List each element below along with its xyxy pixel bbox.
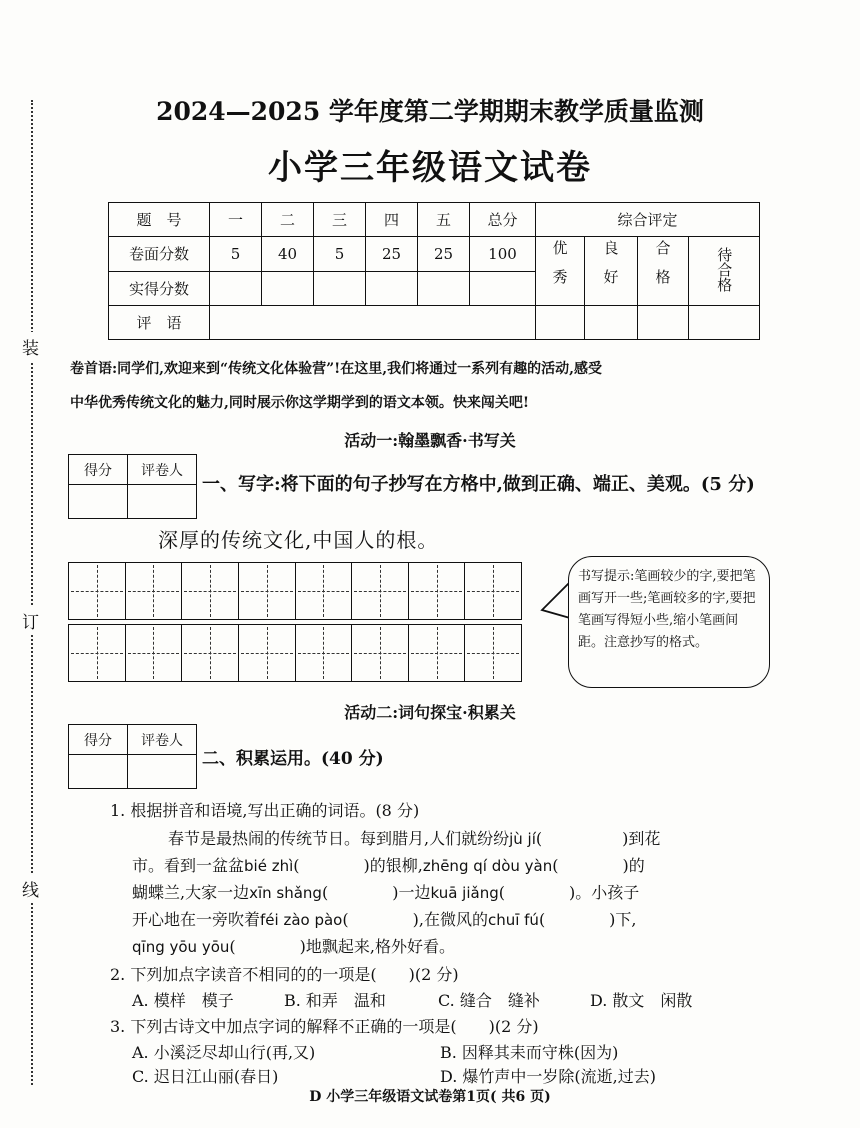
full-score-4: 25	[366, 237, 418, 271]
q2-option-b[interactable]: B. 和弄 温和	[284, 991, 386, 1010]
rating-good[interactable]: 良好	[585, 237, 638, 306]
activity1-grader-box	[68, 454, 197, 519]
writing-tip-text: 书写提示:笔画较少的字,要把笔画写开一些;笔画较多的字,要把笔画写得短小些,缩小笔画间距。注意抄写的格式。	[578, 569, 756, 650]
pinyin-ju-ji: jù jí	[509, 830, 536, 848]
q2-option-c[interactable]: C. 缝合 缝补	[438, 991, 540, 1010]
comment-field[interactable]	[210, 305, 536, 339]
activity2-heading: 活动二:词句探宝·积累关	[344, 703, 516, 722]
intro-line-1: 卷首语:同学们,欢迎来到“传统文化体验营”!在这里,我们将通过一系列有趣的活动,感受	[70, 361, 603, 377]
answer-blank-6[interactable]: ( ),在微风的	[342, 910, 488, 929]
binding-dotted-line	[31, 100, 33, 1085]
q3-option-a[interactable]: A. 小溪泛尽却山行(再,又)	[132, 1043, 316, 1062]
earned-score-2[interactable]	[262, 271, 314, 305]
earned-score-total[interactable]	[470, 271, 536, 305]
binding-label-zhuang: 装	[22, 332, 39, 361]
exam-subtitle: 小学三年级语文试卷	[268, 148, 592, 188]
grader-label: 评卷人	[128, 725, 197, 755]
activity1-heading: 活动一:翰墨飘香·书写关	[344, 431, 516, 450]
accumulation-question: 二、积累运用。(40 分)	[202, 749, 384, 769]
q2-option-d[interactable]: D. 散文 闲散	[590, 991, 693, 1010]
earned-score-4[interactable]	[366, 271, 418, 305]
full-score-2: 40	[262, 237, 314, 271]
writing-question: 一、写字:将下面的句子抄写在方格中,做到正确、端正、美观。(5 分)	[202, 474, 755, 495]
score-label: 得分	[69, 455, 128, 485]
copy-sentence: 深厚的传统文化,中国人的根。	[158, 528, 439, 552]
grader-field[interactable]	[128, 755, 197, 789]
earned-score-1[interactable]	[210, 271, 262, 305]
answer-blank-4[interactable]: ( )一边	[321, 883, 431, 902]
page-footer: D 小学三年级语文试卷第1页( 共6 页)	[309, 1089, 551, 1105]
q3-stem: 3. 下列古诗文中加点字词的解释不正确的一项是( )(2 分)	[110, 1017, 539, 1036]
intro-line-2: 中华优秀传统文化的魅力,同时展示你这学期学到的语文本领。快来闯关吧!	[70, 395, 530, 411]
comment-label: 评 语	[109, 305, 210, 339]
score-header-1: 一	[210, 203, 262, 237]
answer-blank-8[interactable]: ( )地飘起来,格外好看。	[229, 937, 455, 956]
q3-option-d[interactable]: D. 爆竹声中一岁除(流逝,过去)	[440, 1067, 657, 1086]
score-header-total: 总分	[470, 203, 536, 237]
q3-options-row-1	[132, 1040, 618, 1063]
score-header-rating: 综合评定	[536, 203, 760, 237]
q1-line-2: 市。看到一盆盆bié zhì( )的银柳,zhēng qí dòu yàn( )的	[132, 856, 645, 875]
answer-blank-2[interactable]: ( )的银柳,	[293, 856, 423, 875]
full-score-5: 25	[418, 237, 470, 271]
q3-option-b[interactable]: B. 因释其耒而守株(因为)	[440, 1043, 619, 1062]
writing-grid-row-1[interactable]	[68, 562, 522, 620]
full-score-3: 5	[314, 237, 366, 271]
q2-stem: 2. 下列加点字读音不相同的的一项是( )(2 分)	[110, 965, 459, 984]
earned-score-3[interactable]	[314, 271, 366, 305]
binding-label-xian: 线	[22, 874, 39, 903]
earned-score-label: 实得分数	[109, 271, 210, 305]
writing-grid-row-2[interactable]	[68, 624, 522, 682]
q2-options	[132, 988, 692, 1011]
grader-label: 评卷人	[128, 455, 197, 485]
score-label: 得分	[69, 725, 128, 755]
score-table	[108, 202, 760, 340]
activity2-grader-box	[68, 724, 197, 789]
score-field[interactable]	[69, 485, 128, 519]
earned-score-5[interactable]	[418, 271, 470, 305]
answer-blank-1[interactable]: ( )到花	[535, 829, 661, 848]
answer-blank-7[interactable]: ( )下,	[538, 910, 637, 929]
q1-line-5: qīng yōu yōu( )地飘起来,格外好看。	[132, 937, 455, 956]
score-field[interactable]	[69, 755, 128, 789]
answer-blank-5[interactable]: ( )。小孩子	[498, 883, 640, 902]
score-header-3: 三	[314, 203, 366, 237]
full-score-total: 100	[470, 237, 536, 271]
exam-title: 2024—2025 学年度第二学期期末教学质量监测	[156, 97, 704, 126]
q3-options-row-2	[132, 1064, 656, 1087]
grader-field[interactable]	[128, 485, 197, 519]
q1-stem: 1. 根据拼音和语境,写出正确的词语。(8 分)	[110, 801, 420, 820]
score-header-4: 四	[366, 203, 418, 237]
q1-line-4: 开心地在一旁吹着féi zào pào( ),在微风的chuī fú( )下,	[132, 910, 637, 929]
q2-option-a[interactable]: A. 模样 模子	[132, 991, 234, 1010]
q1-line-3: 蝴蝶兰,大家一边xīn shǎng( )一边kuā jiǎng( )。小孩子	[132, 883, 640, 902]
score-header-2: 二	[262, 203, 314, 237]
rating-excellent[interactable]: 优秀	[536, 237, 585, 306]
score-header-label: 题 号	[109, 203, 210, 237]
rating-needs-improvement[interactable]: 待合格	[689, 237, 760, 306]
full-score-1: 5	[210, 237, 262, 271]
score-header-5: 五	[418, 203, 470, 237]
answer-blank-3[interactable]: ( )的	[552, 856, 645, 875]
q3-option-c[interactable]: C. 迟日江山丽(春日)	[132, 1067, 279, 1086]
q1-line-1: 春节是最热闹的传统节日。每到腊月,人们就纷纷jù jí( )到花	[168, 829, 661, 848]
binding-label-ding: 订	[22, 606, 39, 635]
full-score-label: 卷面分数	[109, 237, 210, 271]
rating-pass[interactable]: 合格	[638, 237, 689, 306]
